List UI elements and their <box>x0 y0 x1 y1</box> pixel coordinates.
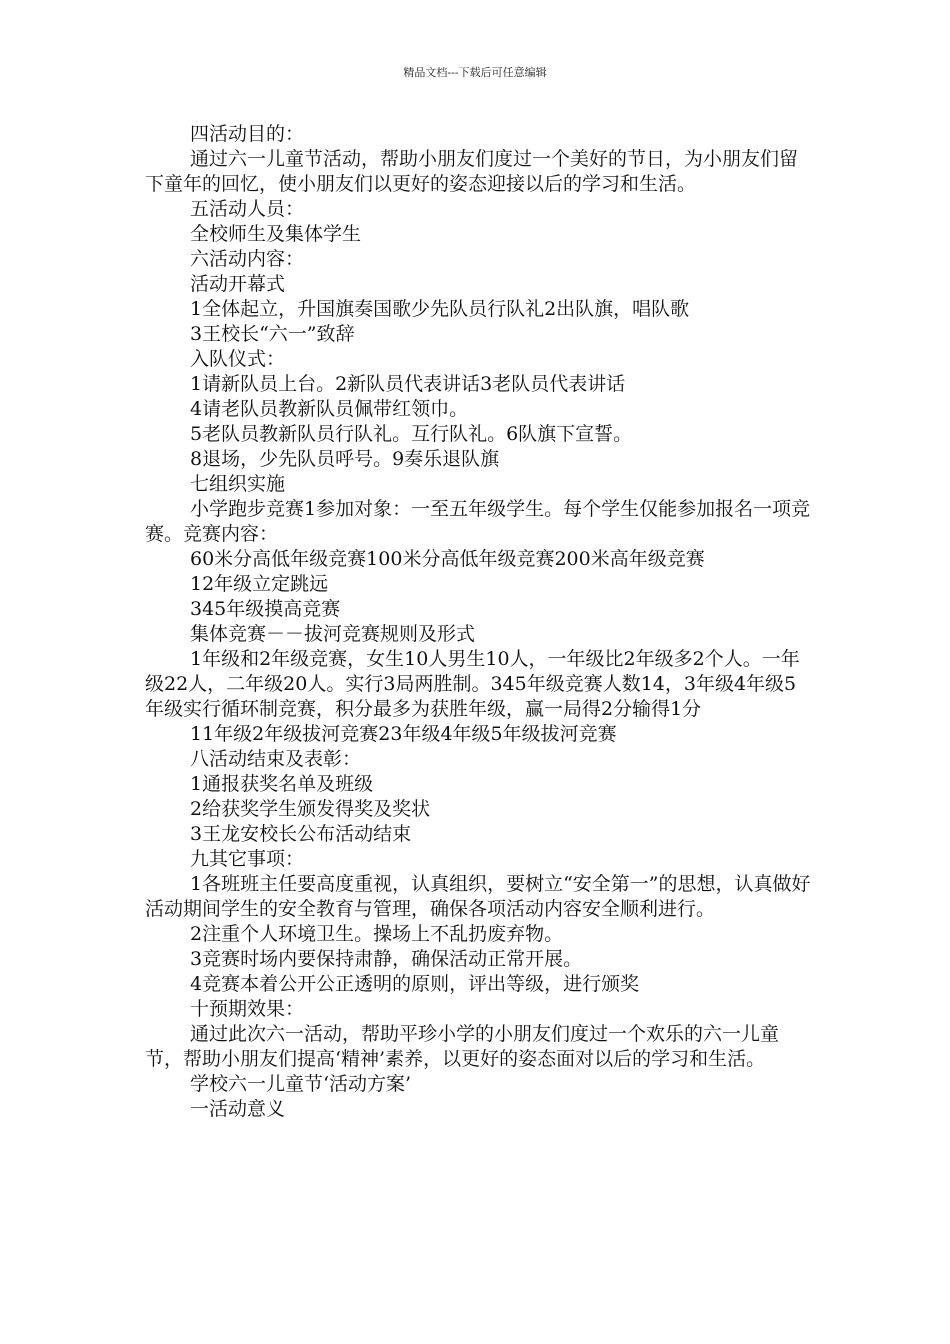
paragraph: 1各班班主任要高度重视，认真组织，要树立“安全第一”的思想，认真做好活动期间学生的安全教育与管理，确保各项活动内容安全顺利进行。 <box>145 873 811 920</box>
paragraph: 1年级和2年级竞赛，女生10人男生10人，一年级比2年级多2个人。一年级22人，二年级20人。实行3局两胜制。345年级竞赛人数14，3年级4年级5年级实行循环制竞赛，积分最多为获胜年级，赢一局得2分输得1分 <box>145 648 800 720</box>
paragraph: 七组织实施 <box>190 473 286 495</box>
paragraph: 四活动目的： <box>190 123 305 145</box>
paragraph: 全校师生及集体学生 <box>190 223 362 245</box>
paragraph: 入队仪式： <box>190 348 286 370</box>
paragraph: 3王龙安校长公布活动结束 <box>190 823 412 845</box>
paragraph: 五活动人员： <box>190 198 305 220</box>
paragraph: 通过六一儿童节活动，帮助小朋友们度过一个美好的节日，为小朋友们留下童年的回忆，使小朋友们以更好的姿态迎接以后的学习和生活。 <box>145 148 799 195</box>
paragraph: 4竞赛本着公开公正透明的原则，评出等级，进行颁奖 <box>190 973 640 995</box>
paragraph: 集体竞赛－－拔河竞赛规则及形式 <box>190 623 476 645</box>
paragraph: 六活动内容： <box>190 248 305 270</box>
paragraph: 1通报获奖名单及班级 <box>190 773 374 795</box>
paragraph: 345年级摸高竞赛 <box>190 598 341 620</box>
paragraph: 通过此次六一活动，帮助平珍小学的小朋友们度过一个欢乐的六一儿童节，帮助小朋友们提高‘精神’素养，以更好的姿态面对以后的学习和生活。 <box>145 1023 780 1070</box>
paragraph: 11年级2年级拔河竞赛23年级4年级5年级拔河竞赛 <box>190 723 617 745</box>
paragraph: 3王校长“六一”致辞 <box>190 323 355 345</box>
paragraph: 十预期效果： <box>190 998 305 1020</box>
paragraph: 2注重个人环境卫生。操场上不乱扔废弃物。 <box>190 923 564 945</box>
paragraph: 5老队员教新队员行队礼。互行队礼。6队旗下宣誓。 <box>190 423 633 445</box>
paragraph: 4请老队员教新队员佩带红领巾。 <box>190 398 469 420</box>
paragraph: 8退场，少先队员呼号。9奏乐退队旗 <box>190 448 500 470</box>
paragraph: 九其它事项： <box>190 848 305 870</box>
paragraph: 2给获奖学生颁发得奖及奖状 <box>190 798 431 820</box>
paragraph: 3竞赛时场内要保持肃静，确保活动正常开展。 <box>190 948 583 970</box>
paragraph: 活动开幕式 <box>190 273 286 295</box>
paragraph: 60米分高低年级竞赛100米分高低年级竞赛200米高年级竞赛 <box>190 548 705 570</box>
document-body <box>145 122 811 1122</box>
paragraph: 学校六一儿童节‘活动方案’ <box>190 1073 412 1095</box>
paragraph: 小学跑步竞赛1参加对象：一至五年级学生。每个学生仅能参加报名一项竞赛。竞赛内容： <box>145 498 811 545</box>
paragraph: 一活动意义 <box>190 1098 286 1120</box>
paragraph: 1请新队员上台。2新队员代表讲话3老队员代表讲话 <box>190 373 626 395</box>
paragraph: 八活动结束及表彰： <box>190 748 362 770</box>
page-header: 精品文档---下载后可任意编辑 <box>403 66 547 79</box>
paragraph: 12年级立定跳远 <box>190 573 329 595</box>
paragraph: 1全体起立，升国旗奏国歌少先队员行队礼2出队旗，唱队歌 <box>190 298 690 320</box>
